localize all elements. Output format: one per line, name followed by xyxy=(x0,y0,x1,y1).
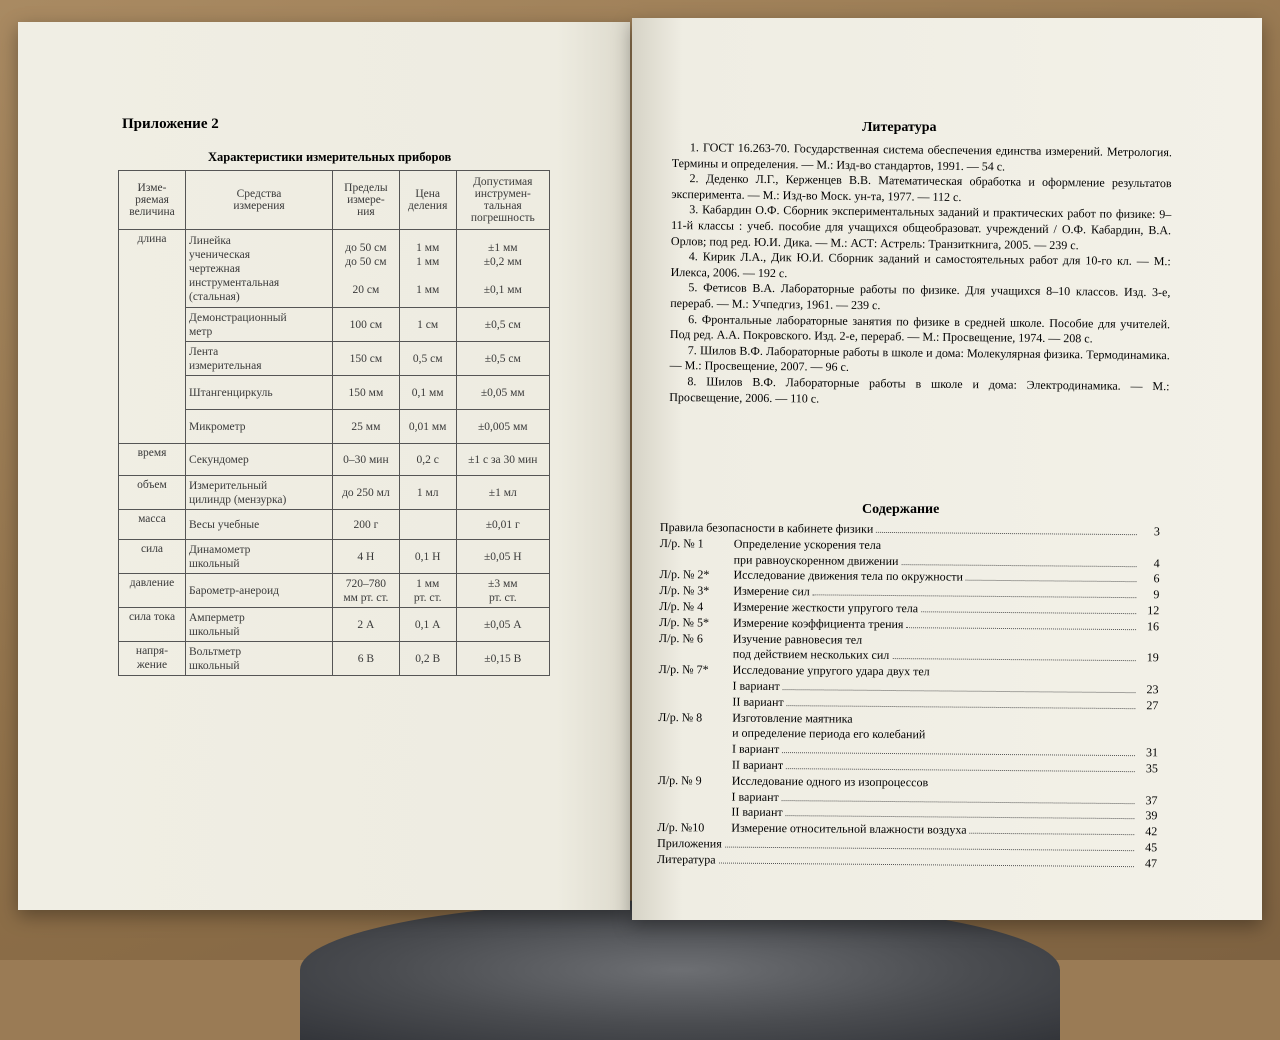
table-row xyxy=(119,510,550,540)
toc-entry-page: 39 xyxy=(1137,809,1157,825)
cell-error: ±3 мм рт. ст. xyxy=(456,574,549,608)
cell-instrument: Измерительный цилиндр (мензурка) xyxy=(186,476,333,510)
toc-entry-number: Л/р. № 7* xyxy=(659,662,733,678)
toc-leader-dots xyxy=(928,730,1135,741)
toc-leader-dots xyxy=(884,540,1137,551)
toc-entry-page: 4 xyxy=(1140,556,1160,572)
toc-leader-dots xyxy=(876,523,1137,535)
toc-entry-title: при равноускоренном движении xyxy=(734,552,899,569)
cell-division: 0,5 см xyxy=(399,342,456,376)
toc-leader-dots xyxy=(719,853,1135,867)
toc-entry-number: Л/р. № 2* xyxy=(659,567,733,583)
toc-entry-title: II вариант xyxy=(731,805,782,821)
cell-limits: 4 Н xyxy=(333,540,400,574)
literature-item: 2. Деденко Л.Г., Керженцев В.В. Математическая обработка и оформление результатов эксперимента. — М.: Изд-во Моск. ун-та, 1977. — 112 с. xyxy=(671,171,1171,207)
fabric-edge-foreground xyxy=(300,900,1060,1040)
toc-entry-title: и определение периода его колебаний xyxy=(732,726,925,743)
toc-entry-number: Л/р. № 3* xyxy=(659,583,733,599)
cell-quantity: масса xyxy=(119,510,186,540)
toc-entry-title: Измерение сил xyxy=(733,584,810,600)
toc-entry-number xyxy=(659,689,733,690)
toc-entry-number: Л/р. № 6 xyxy=(659,631,733,647)
cell-limits: 100 см xyxy=(333,308,400,342)
toc-entry-title: Правила безопасности в кабинете физики xyxy=(660,520,874,538)
cell-quantity: длина xyxy=(119,230,186,444)
literature-item: 7. Шилов В.Ф. Лабораторные работы в школе и дома: Молекулярная физика. Термодинамика. — М.: Просвещение, 2007. — 96 с. xyxy=(670,343,1170,379)
instruments-table xyxy=(118,170,550,676)
cell-division: 1 см xyxy=(399,308,456,342)
cell-division: 0,1 Н xyxy=(399,540,456,574)
literature-item: 1. ГОСТ 16.263-70. Государственная система обеспечения единства измерений. Метрология. Термины и определения. — М.: Изд-во стандартов, 1991. — 54 с. xyxy=(672,140,1172,176)
cell-instrument: Штангенциркуль xyxy=(186,376,333,410)
cell-division: 0,2 с xyxy=(399,444,456,476)
cell-division: 1 мм рт. ст. xyxy=(399,574,456,608)
toc-leader-dots xyxy=(906,618,1136,630)
cell-error: ±1 мм ±0,2 мм ±0,1 мм xyxy=(456,230,549,308)
literature-title: Литература xyxy=(862,120,937,136)
cell-limits: до 250 мл xyxy=(333,476,400,510)
cell-error: ±0,005 мм xyxy=(456,410,549,444)
toc-entry-page: 27 xyxy=(1138,698,1158,714)
cell-limits: 2 А xyxy=(333,608,400,642)
toc-entry-number: Л/р. № 5* xyxy=(659,615,733,631)
toc-entry-title: II вариант xyxy=(732,694,783,710)
toc-title: Содержание xyxy=(862,502,939,518)
table-row xyxy=(119,230,550,308)
toc-entry-page: 35 xyxy=(1138,761,1158,777)
toc-entry-number xyxy=(658,736,732,737)
table-header-row xyxy=(119,171,550,230)
appendix-title: Приложение 2 xyxy=(122,116,219,133)
table-row xyxy=(119,608,550,642)
toc-entry-title: Исследование одного из изопроцессов xyxy=(732,773,929,791)
toc-leader-dots xyxy=(725,838,1134,852)
toc-leader-dots xyxy=(783,680,1136,693)
toc-entry-title: Измерение коэффициента трения xyxy=(733,615,904,632)
cell-error: ±0,5 см xyxy=(456,308,549,342)
cell-division: 0,2 В xyxy=(399,642,456,676)
literature-item: 6. Фронтальные лабораторные занятия по физике в средней школе. Пособие для учителей. Под ред. А.А. Покровского. Изд. 2-е, перераб. — М.: Просвещение, 1974. — 208 с. xyxy=(670,312,1170,348)
toc-entry-page: 31 xyxy=(1138,745,1158,761)
toc-entry-number: Л/р. № 9 xyxy=(658,773,732,789)
toc-leader-dots xyxy=(892,649,1136,661)
literature-list xyxy=(669,140,1172,410)
table-row xyxy=(119,540,550,574)
cell-instrument: Амперметр школьный xyxy=(186,608,333,642)
toc-entry-page: 23 xyxy=(1138,682,1158,698)
toc-entry-title: Измерение относительной влажности воздуха xyxy=(731,821,966,839)
toc-entry-title: под действием нескольких сил xyxy=(733,647,890,664)
toc-entry-number: Л/р. № 4 xyxy=(659,599,733,615)
toc-entry-title: I вариант xyxy=(732,789,779,805)
header-quantity: Изме- ряемая величина xyxy=(119,171,186,230)
toc-entry-page: 6 xyxy=(1139,572,1159,588)
cell-limits: до 50 см до 50 см 20 см xyxy=(333,230,400,308)
toc-leader-dots xyxy=(966,571,1137,582)
toc-entry-number xyxy=(658,800,732,801)
cell-error: ±0,5 см xyxy=(456,342,549,376)
cell-limits: 150 мм xyxy=(333,376,400,410)
toc-entry-number: Л/р. № 8 xyxy=(658,710,732,726)
cell-error: ±0,05 А xyxy=(456,608,549,642)
cell-instrument: Барометр-анероид xyxy=(186,574,333,608)
cell-division: 1 мм 1 мм 1 мм xyxy=(399,230,456,308)
toc-entry-title: Измерение жесткости упругого тела xyxy=(733,600,918,617)
toc-entry-page: 42 xyxy=(1137,824,1157,840)
toc-leader-dots xyxy=(782,791,1135,804)
literature-item: 4. Кирик Л.А., Дик Ю.И. Сборник заданий и самостоятельных работ для 10-го кл. — М.: Илекса, 2006. — 192 с. xyxy=(671,249,1171,285)
cell-limits: 200 г xyxy=(333,510,400,540)
toc-entry-title: Литература xyxy=(657,852,716,868)
toc-leader-dots xyxy=(786,806,1135,819)
cell-error: ±0,05 Н xyxy=(456,540,549,574)
toc-entry-number xyxy=(658,768,732,769)
toc-entry-number xyxy=(657,815,731,816)
cell-limits: 6 В xyxy=(333,642,400,676)
toc-entry-title: Исследование упругого удара двух тел xyxy=(733,663,930,681)
toc-entry-page: 37 xyxy=(1138,793,1158,809)
toc-entry-title: Определение ускорения тела xyxy=(734,536,881,553)
cell-instrument: Лента измерительная xyxy=(186,342,333,376)
toc-entry-page: 47 xyxy=(1137,856,1157,872)
toc-entry-page: 3 xyxy=(1140,524,1160,540)
toc-entry-page: 45 xyxy=(1137,840,1157,856)
cell-instrument: Секундомер xyxy=(186,444,333,476)
cell-instrument: Демонстрационный метр xyxy=(186,308,333,342)
toc-entry-number xyxy=(658,752,732,753)
toc-entry-number xyxy=(659,657,733,658)
toc-entry-page: 9 xyxy=(1139,587,1159,603)
toc-leader-dots xyxy=(901,555,1136,567)
toc-leader-dots xyxy=(787,696,1136,709)
cell-quantity: сила xyxy=(119,540,186,574)
cell-error: ±0,05 мм xyxy=(456,376,549,410)
table-row xyxy=(119,444,550,476)
cell-error: ±1 с за 30 мин xyxy=(456,444,549,476)
toc-leader-dots xyxy=(865,634,1136,645)
toc-leader-dots xyxy=(786,759,1135,772)
cell-quantity: объем xyxy=(119,476,186,510)
toc-entry-title: I вариант xyxy=(732,742,779,758)
cell-division xyxy=(399,510,456,540)
toc-leader-dots xyxy=(931,777,1135,788)
toc-leader-dots xyxy=(856,713,1136,724)
cell-quantity: сила тока xyxy=(119,608,186,642)
cell-instrument: Динамометр школьный xyxy=(186,540,333,574)
cell-instrument: Вольтметр школьный xyxy=(186,642,333,676)
toc-leader-dots xyxy=(970,824,1135,835)
header-limits: Пределы измере- ния xyxy=(333,171,400,230)
table-row xyxy=(119,476,550,510)
cell-quantity: напря- жение xyxy=(119,642,186,676)
toc-entry-page: 16 xyxy=(1139,619,1159,635)
cell-limits: 0–30 мин xyxy=(333,444,400,476)
toc-leader-dots xyxy=(813,586,1137,599)
literature-item: 5. Фетисов В.А. Лабораторные работы по физике. Для учащихся 8–10 классов. Изд. 3-е, перераб. — М.: Учпедгиз, 1961. — 239 с. xyxy=(670,280,1170,316)
toc-entry-title: II вариант xyxy=(732,758,783,774)
cell-quantity: давление xyxy=(119,574,186,608)
toc-entry-number: Л/р. №10 xyxy=(657,820,731,836)
cell-limits: 720–780 мм рт. ст. xyxy=(333,574,400,608)
cell-instrument: Микрометр xyxy=(186,410,333,444)
header-error: Допустимая инструмен- тальная погрешность xyxy=(456,171,549,230)
table-row xyxy=(119,642,550,676)
toc-entry-page: 12 xyxy=(1139,603,1159,619)
cell-error: ±0,15 В xyxy=(456,642,549,676)
toc-leader-dots xyxy=(782,743,1135,756)
toc-leader-dots xyxy=(921,602,1136,614)
toc-entry-title: Изготовление маятника xyxy=(732,710,853,727)
cell-limits: 25 мм xyxy=(333,410,400,444)
cell-division: 0,1 А xyxy=(399,608,456,642)
cell-division: 1 мл xyxy=(399,476,456,510)
toc-entry-number xyxy=(660,563,734,564)
toc-entry-title: Исследование движения тела по окружности xyxy=(733,568,963,586)
cell-error: ±0,01 г xyxy=(456,510,549,540)
literature-item: 8. Шилов В.Ф. Лабораторные работы в школе и дома: Электродинамика. — М.: Просвещение, 2006. — 110 с. xyxy=(669,374,1169,410)
table-of-contents xyxy=(657,520,1160,872)
cell-division: 0,1 мм xyxy=(399,376,456,410)
cell-quantity: время xyxy=(119,444,186,476)
toc-entry-title: I вариант xyxy=(732,679,779,695)
cell-limits: 150 см xyxy=(333,342,400,376)
cell-division: 0,01 мм xyxy=(399,410,456,444)
toc-entry-title: Приложения xyxy=(657,836,722,852)
table-row xyxy=(119,574,550,608)
cell-instrument: Линейка ученическая чертежная инструментальная (стальная) xyxy=(186,230,333,308)
cell-instrument: Весы учебные xyxy=(186,510,333,540)
toc-leader-dots xyxy=(933,667,1136,678)
toc-entry-number: Л/р. № 1 xyxy=(660,536,734,552)
toc-entry-page: 19 xyxy=(1139,651,1159,667)
literature-item: 3. Кабардин О.Ф. Сборник экспериментальных заданий и практических работ по физике: 9–11-й классы : учеб. пособие для учащихся общеобразоват. учреждений / О.Ф. Кабардин, В.А. Орлов; под ред. Ю.И. Дика. — М.: АСТ: Астрель: Транзиткнига, 2005. — 239 с. xyxy=(671,202,1171,254)
header-division: Цена деления xyxy=(399,171,456,230)
toc-entry-number xyxy=(658,705,732,706)
toc-entry-title: Изучение равновесия тел xyxy=(733,631,862,648)
table-title: Характеристики измерительных приборов xyxy=(208,150,451,165)
cell-error: ±1 мл xyxy=(456,476,549,510)
header-instrument: Средства измерения xyxy=(186,171,333,230)
